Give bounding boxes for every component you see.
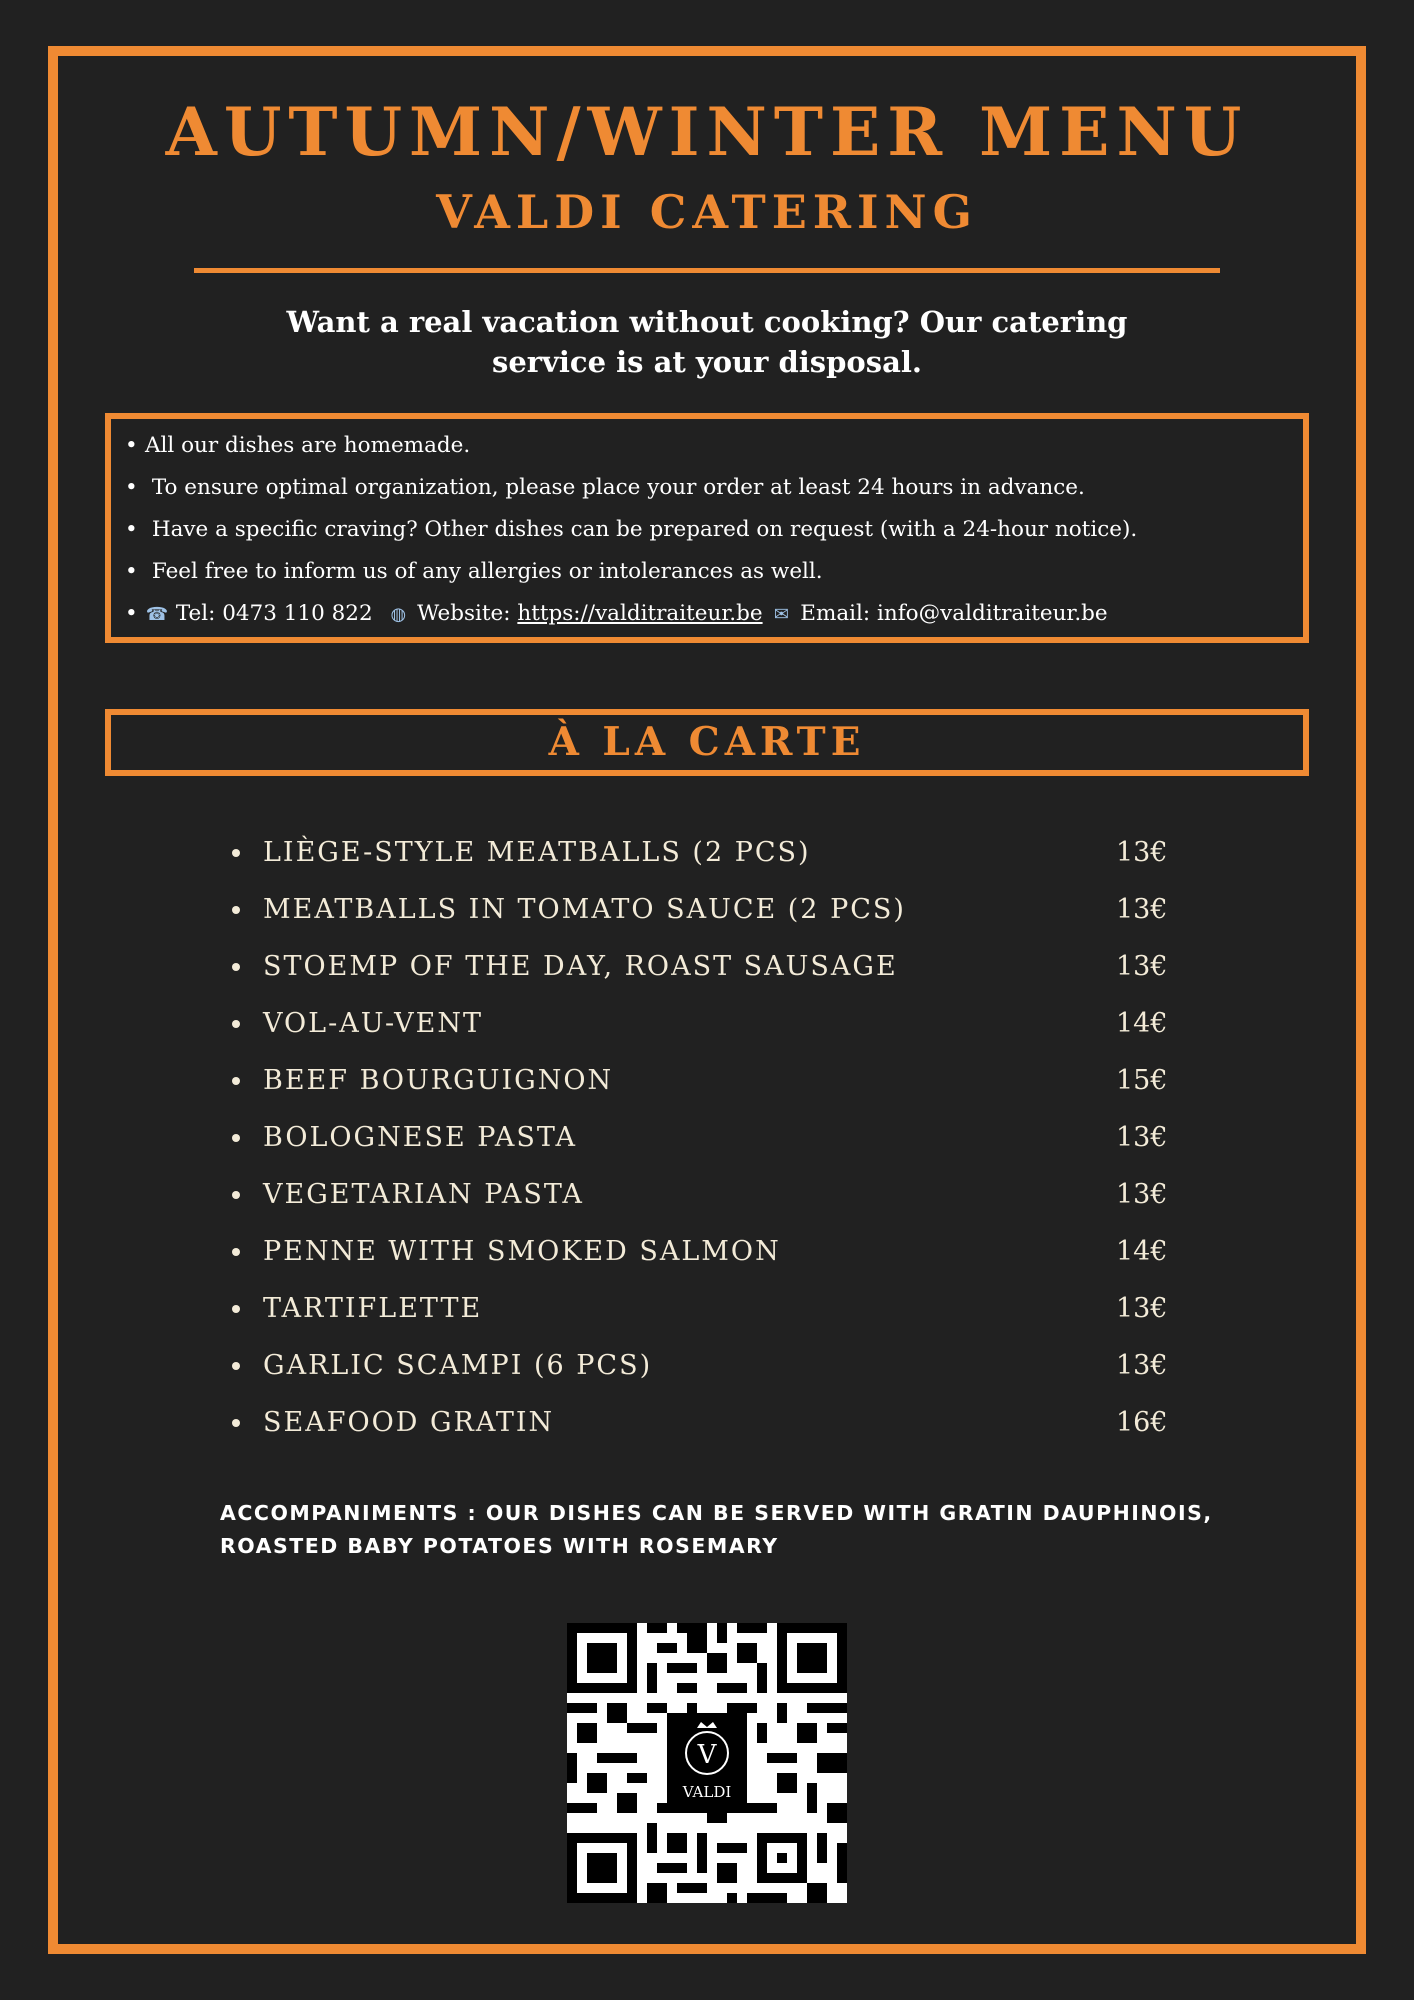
menu-item-price: 14€ xyxy=(1116,1008,1168,1039)
company-name: VALDI CATERING xyxy=(436,185,978,239)
info-item: • To ensure optimal organization, please place your order at least 24 hours in advance. xyxy=(125,475,1085,500)
menu-item-price: 13€ xyxy=(1116,894,1168,925)
menu-item-price: 13€ xyxy=(1116,837,1168,868)
menu-item xyxy=(0,947,1414,987)
menu-item-price: 13€ xyxy=(1116,1293,1168,1324)
accompaniments-note: ACCOMPANIMENTS : OUR DISHES CAN BE SERVED WITH GRATIN DAUPHINOIS, ROASTED BABY POTATOES WITH ROSEMARY xyxy=(220,1501,1213,1558)
menu-item-name: GARLIC SCAMPI (6 PCS) xyxy=(263,1350,653,1381)
menu-item xyxy=(0,1346,1414,1386)
menu-item-price: 13€ xyxy=(1116,1122,1168,1153)
menu-bullet xyxy=(232,1020,240,1028)
menu-item xyxy=(0,1232,1414,1272)
info-box xyxy=(105,413,1309,643)
tagline: Want a real vacation without cooking? Our catering service is at your disposal. xyxy=(286,305,1128,379)
qr-finder-top-right xyxy=(777,1623,847,1693)
menu-bullet xyxy=(232,1419,240,1427)
menu-item xyxy=(0,1175,1414,1215)
menu-item-name: PENNE WITH SMOKED SALMON xyxy=(263,1236,781,1267)
contact-line: • ☎ Tel: 0473 110 822 ◍ Website: https://valditraiteur.be ✉ Email: info@valditraiteur.be xyxy=(125,599,1108,630)
menu-bullet xyxy=(232,1305,240,1313)
phone-number[interactable]: Tel: 0473 110 822 xyxy=(175,601,373,626)
menu-item-name: TARTIFLETTE xyxy=(263,1293,483,1324)
menu-bullet xyxy=(232,1134,240,1142)
info-item-text: All our dishes are homemade. xyxy=(145,433,471,458)
envelope-icon: ✉ xyxy=(773,604,789,625)
menu-item-name: LIÈGE-STYLE MEATBALLS (2 PCS) xyxy=(263,837,811,868)
qr-logo-letter: V xyxy=(697,1740,717,1770)
menu-item-name: MEATBALLS IN TOMATO SAUCE (2 PCS) xyxy=(263,894,906,925)
info-item: • Have a specific craving? Other dishes can be prepared on request (with a 24-hour notice). xyxy=(125,517,1138,542)
menu-item xyxy=(0,1289,1414,1329)
info-item-text: Have a specific craving? Other dishes can be prepared on request (with a 24-hour notice). xyxy=(151,517,1138,542)
info-item-text: Feel free to inform us of any allergies or intolerances as well. xyxy=(151,559,823,584)
menu-bullet xyxy=(232,1191,240,1199)
website-label: Website: xyxy=(417,601,511,626)
menu-item xyxy=(0,833,1414,873)
menu-item-name: VOL-AU-VENT xyxy=(263,1008,483,1039)
qr-finder-top-left xyxy=(567,1623,637,1693)
carte-header-box xyxy=(105,709,1309,776)
menu-item xyxy=(0,1403,1414,1443)
menu-item-price: 13€ xyxy=(1116,951,1168,982)
menu-item-price: 13€ xyxy=(1116,1179,1168,1210)
menu-item-name: BEEF BOURGUIGNON xyxy=(263,1065,614,1096)
email-address[interactable]: Email: info@valditraiteur.be xyxy=(800,601,1108,626)
menu-item-name: SEAFOOD GRATIN xyxy=(263,1407,555,1438)
menu-bullet xyxy=(232,1077,240,1085)
globe-icon: ◍ xyxy=(390,604,407,625)
menu-item-name: VEGETARIAN PASTA xyxy=(263,1179,584,1210)
qr-code-graphic xyxy=(567,1623,847,1903)
menu-bullet xyxy=(232,849,240,857)
phone-icon: ☎ xyxy=(145,604,169,625)
menu-item xyxy=(0,890,1414,930)
menu-item-price: 14€ xyxy=(1116,1236,1168,1267)
website-link[interactable]: https://valditraiteur.be xyxy=(517,601,763,626)
qr-code[interactable] xyxy=(567,1623,847,1903)
menu-item-name: STOEMP OF THE DAY, ROAST SAUSAGE xyxy=(263,951,898,982)
qr-finder-bottom-left xyxy=(567,1833,637,1903)
menu-bullet xyxy=(232,1362,240,1370)
menu-item xyxy=(0,1118,1414,1158)
menu-bullet xyxy=(232,906,240,914)
menu-item xyxy=(0,1004,1414,1044)
carte-title: À LA CARTE xyxy=(548,719,866,765)
menu-item-name: BOLOGNESE PASTA xyxy=(263,1122,577,1153)
menu-bullet xyxy=(232,963,240,971)
info-item: • All our dishes are homemade. xyxy=(125,433,471,458)
qr-logo-text: VALDI xyxy=(682,1783,732,1801)
menu-item xyxy=(0,1061,1414,1101)
menu-item-price: 15€ xyxy=(1116,1065,1168,1096)
menu-title: AUTUMN/WINTER MENU xyxy=(165,93,1249,171)
title-divider xyxy=(194,268,1220,273)
menu-item-price: 16€ xyxy=(1116,1407,1168,1438)
info-item: • Feel free to inform us of any allergies or intolerances as well. xyxy=(125,559,823,584)
menu-item-price: 13€ xyxy=(1116,1350,1168,1381)
info-item-text: To ensure optimal organization, please place your order at least 24 hours in advance. xyxy=(151,475,1085,500)
menu-bullet xyxy=(232,1248,240,1256)
